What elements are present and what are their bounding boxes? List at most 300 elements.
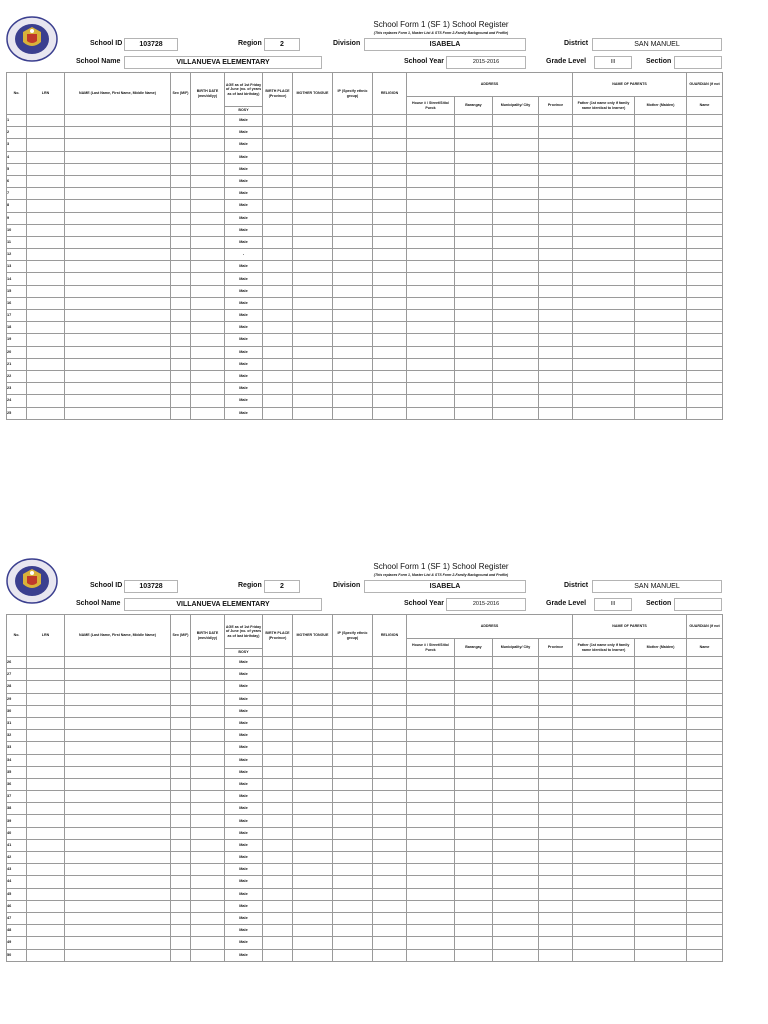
table-cell[interactable] <box>687 876 723 888</box>
table-cell[interactable] <box>635 212 687 224</box>
table-cell[interactable] <box>293 949 333 961</box>
table-cell[interactable] <box>539 754 573 766</box>
table-cell[interactable] <box>455 742 493 754</box>
table-cell[interactable] <box>293 163 333 175</box>
sex-cell[interactable]: Male <box>225 803 263 815</box>
table-cell[interactable] <box>65 766 171 778</box>
table-cell[interactable] <box>191 900 225 912</box>
table-cell[interactable] <box>493 188 539 200</box>
table-cell[interactable] <box>293 925 333 937</box>
table-cell[interactable] <box>27 407 65 419</box>
table-cell[interactable] <box>171 681 191 693</box>
table-cell[interactable] <box>573 900 635 912</box>
table-cell[interactable] <box>687 730 723 742</box>
table-cell[interactable] <box>373 705 407 717</box>
table-cell[interactable] <box>27 778 65 790</box>
table-cell[interactable] <box>171 730 191 742</box>
district-field[interactable]: SAN MANUEL <box>592 38 722 51</box>
table-cell[interactable] <box>407 310 455 322</box>
table-cell[interactable] <box>635 395 687 407</box>
table-cell[interactable] <box>333 236 373 248</box>
table-cell[interactable] <box>293 249 333 261</box>
table-cell[interactable] <box>687 754 723 766</box>
region-field[interactable]: 2 <box>264 580 300 593</box>
table-cell[interactable] <box>27 212 65 224</box>
table-cell[interactable] <box>373 717 407 729</box>
table-cell[interactable] <box>573 876 635 888</box>
table-cell[interactable] <box>539 383 573 395</box>
table-cell[interactable] <box>539 742 573 754</box>
table-cell[interactable] <box>493 249 539 261</box>
table-cell[interactable] <box>635 681 687 693</box>
table-cell[interactable] <box>263 900 293 912</box>
table-cell[interactable] <box>65 778 171 790</box>
table-cell[interactable] <box>407 912 455 924</box>
table-cell[interactable] <box>171 261 191 273</box>
table-cell[interactable] <box>293 900 333 912</box>
sex-cell[interactable]: Male <box>225 151 263 163</box>
table-cell[interactable] <box>27 657 65 669</box>
table-cell[interactable] <box>373 742 407 754</box>
table-cell[interactable] <box>539 200 573 212</box>
table-cell[interactable] <box>27 888 65 900</box>
table-cell[interactable] <box>191 285 225 297</box>
sex-cell[interactable]: Male <box>225 681 263 693</box>
table-cell[interactable] <box>27 224 65 236</box>
table-cell[interactable] <box>373 730 407 742</box>
table-cell[interactable] <box>191 383 225 395</box>
table-cell[interactable] <box>333 876 373 888</box>
table-cell[interactable] <box>191 188 225 200</box>
table-cell[interactable] <box>373 370 407 382</box>
table-cell[interactable] <box>493 151 539 163</box>
table-cell[interactable] <box>191 151 225 163</box>
table-cell[interactable] <box>27 261 65 273</box>
table-cell[interactable] <box>191 236 225 248</box>
table-cell[interactable] <box>573 791 635 803</box>
table-cell[interactable] <box>191 742 225 754</box>
table-cell[interactable] <box>493 115 539 127</box>
table-cell[interactable] <box>573 358 635 370</box>
table-cell[interactable] <box>65 742 171 754</box>
table-cell[interactable] <box>407 925 455 937</box>
table-cell[interactable] <box>493 395 539 407</box>
table-cell[interactable] <box>27 876 65 888</box>
table-cell[interactable] <box>373 888 407 900</box>
table-cell[interactable] <box>407 175 455 187</box>
table-cell[interactable] <box>687 888 723 900</box>
table-cell[interactable] <box>407 742 455 754</box>
table-cell[interactable] <box>65 310 171 322</box>
table-cell[interactable] <box>573 334 635 346</box>
table-cell[interactable] <box>407 876 455 888</box>
table-cell[interactable] <box>263 163 293 175</box>
table-cell[interactable] <box>263 249 293 261</box>
table-cell[interactable] <box>333 937 373 949</box>
table-cell[interactable] <box>493 358 539 370</box>
table-cell[interactable] <box>171 297 191 309</box>
table-cell[interactable] <box>635 657 687 669</box>
table-cell[interactable] <box>687 383 723 395</box>
table-cell[interactable] <box>539 900 573 912</box>
school-name-field[interactable]: VILLANUEVA ELEMENTARY <box>124 56 322 69</box>
table-cell[interactable] <box>687 297 723 309</box>
table-cell[interactable] <box>455 949 493 961</box>
table-cell[interactable] <box>333 310 373 322</box>
table-cell[interactable] <box>373 310 407 322</box>
table-cell[interactable] <box>293 852 333 864</box>
table-cell[interactable] <box>573 310 635 322</box>
table-cell[interactable] <box>687 852 723 864</box>
table-cell[interactable] <box>493 937 539 949</box>
table-cell[interactable] <box>539 705 573 717</box>
table-cell[interactable] <box>407 803 455 815</box>
table-cell[interactable] <box>333 888 373 900</box>
table-cell[interactable] <box>171 937 191 949</box>
table-cell[interactable] <box>687 236 723 248</box>
table-cell[interactable] <box>635 766 687 778</box>
table-cell[interactable] <box>373 754 407 766</box>
table-cell[interactable] <box>455 358 493 370</box>
table-cell[interactable] <box>407 864 455 876</box>
table-cell[interactable] <box>493 657 539 669</box>
table-cell[interactable] <box>573 949 635 961</box>
table-cell[interactable] <box>263 888 293 900</box>
table-cell[interactable] <box>635 383 687 395</box>
table-cell[interactable] <box>635 754 687 766</box>
division-field[interactable]: ISABELA <box>364 580 526 593</box>
table-cell[interactable] <box>263 876 293 888</box>
table-cell[interactable] <box>333 669 373 681</box>
table-cell[interactable] <box>191 827 225 839</box>
table-cell[interactable] <box>171 249 191 261</box>
table-cell[interactable] <box>573 127 635 139</box>
table-cell[interactable] <box>373 864 407 876</box>
table-cell[interactable] <box>293 188 333 200</box>
table-cell[interactable] <box>263 285 293 297</box>
table-cell[interactable] <box>539 297 573 309</box>
table-cell[interactable] <box>539 151 573 163</box>
table-cell[interactable] <box>293 358 333 370</box>
sex-cell[interactable]: Male <box>225 310 263 322</box>
table-cell[interactable] <box>407 407 455 419</box>
table-cell[interactable] <box>333 175 373 187</box>
table-cell[interactable] <box>455 224 493 236</box>
table-cell[interactable] <box>493 407 539 419</box>
table-cell[interactable] <box>635 322 687 334</box>
table-cell[interactable] <box>539 839 573 851</box>
table-cell[interactable] <box>455 900 493 912</box>
table-cell[interactable] <box>293 175 333 187</box>
table-cell[interactable] <box>293 236 333 248</box>
table-cell[interactable] <box>493 681 539 693</box>
table-cell[interactable] <box>171 657 191 669</box>
table-cell[interactable] <box>293 139 333 151</box>
table-cell[interactable] <box>539 285 573 297</box>
table-cell[interactable] <box>373 151 407 163</box>
table-cell[interactable] <box>191 358 225 370</box>
table-cell[interactable] <box>333 151 373 163</box>
table-cell[interactable] <box>687 188 723 200</box>
table-cell[interactable] <box>333 297 373 309</box>
table-cell[interactable] <box>191 334 225 346</box>
table-cell[interactable] <box>293 717 333 729</box>
table-cell[interactable] <box>333 693 373 705</box>
table-cell[interactable] <box>455 310 493 322</box>
table-cell[interactable] <box>687 669 723 681</box>
table-cell[interactable] <box>687 778 723 790</box>
table-cell[interactable] <box>293 273 333 285</box>
table-cell[interactable] <box>493 815 539 827</box>
table-cell[interactable] <box>373 407 407 419</box>
sex-cell[interactable]: Male <box>225 115 263 127</box>
table-cell[interactable] <box>293 346 333 358</box>
table-cell[interactable] <box>171 669 191 681</box>
table-cell[interactable] <box>493 310 539 322</box>
table-cell[interactable] <box>27 334 65 346</box>
table-cell[interactable] <box>635 297 687 309</box>
table-cell[interactable] <box>333 188 373 200</box>
table-cell[interactable] <box>293 395 333 407</box>
table-cell[interactable] <box>687 839 723 851</box>
table-cell[interactable] <box>171 224 191 236</box>
table-cell[interactable] <box>573 395 635 407</box>
table-cell[interactable] <box>171 864 191 876</box>
table-cell[interactable] <box>373 766 407 778</box>
table-cell[interactable] <box>293 742 333 754</box>
table-cell[interactable] <box>455 681 493 693</box>
table-cell[interactable] <box>539 803 573 815</box>
table-cell[interactable] <box>27 358 65 370</box>
table-cell[interactable] <box>455 669 493 681</box>
table-cell[interactable] <box>65 791 171 803</box>
table-cell[interactable] <box>65 224 171 236</box>
section-field[interactable] <box>674 598 722 611</box>
table-cell[interactable] <box>65 334 171 346</box>
table-cell[interactable] <box>407 888 455 900</box>
table-cell[interactable] <box>539 864 573 876</box>
table-cell[interactable] <box>263 358 293 370</box>
table-cell[interactable] <box>455 370 493 382</box>
sex-cell[interactable]: Male <box>225 864 263 876</box>
table-cell[interactable] <box>65 925 171 937</box>
sex-cell[interactable]: Male <box>225 370 263 382</box>
table-cell[interactable] <box>407 224 455 236</box>
table-cell[interactable] <box>191 407 225 419</box>
table-cell[interactable] <box>407 754 455 766</box>
table-cell[interactable] <box>635 900 687 912</box>
table-cell[interactable] <box>635 261 687 273</box>
table-cell[interactable] <box>333 949 373 961</box>
table-cell[interactable] <box>263 791 293 803</box>
table-cell[interactable] <box>539 407 573 419</box>
table-cell[interactable] <box>407 127 455 139</box>
table-cell[interactable] <box>333 766 373 778</box>
table-cell[interactable] <box>373 827 407 839</box>
table-cell[interactable] <box>263 139 293 151</box>
table-cell[interactable] <box>373 803 407 815</box>
table-cell[interactable] <box>455 717 493 729</box>
table-cell[interactable] <box>191 693 225 705</box>
table-cell[interactable] <box>573 188 635 200</box>
table-cell[interactable] <box>191 139 225 151</box>
table-cell[interactable] <box>171 236 191 248</box>
table-cell[interactable] <box>635 273 687 285</box>
table-cell[interactable] <box>333 200 373 212</box>
table-cell[interactable] <box>263 681 293 693</box>
table-cell[interactable] <box>539 273 573 285</box>
table-cell[interactable] <box>635 285 687 297</box>
table-cell[interactable] <box>333 139 373 151</box>
table-cell[interactable] <box>293 864 333 876</box>
table-cell[interactable] <box>65 717 171 729</box>
table-cell[interactable] <box>373 839 407 851</box>
table-cell[interactable] <box>65 200 171 212</box>
table-cell[interactable] <box>373 212 407 224</box>
sex-cell[interactable]: Male <box>225 669 263 681</box>
table-cell[interactable] <box>407 285 455 297</box>
table-cell[interactable] <box>373 925 407 937</box>
table-cell[interactable] <box>573 224 635 236</box>
table-cell[interactable] <box>539 827 573 839</box>
school-id-field[interactable]: 103728 <box>124 38 178 51</box>
table-cell[interactable] <box>687 912 723 924</box>
table-cell[interactable] <box>407 705 455 717</box>
table-cell[interactable] <box>263 912 293 924</box>
table-cell[interactable] <box>407 297 455 309</box>
table-cell[interactable] <box>171 115 191 127</box>
table-cell[interactable] <box>407 815 455 827</box>
table-cell[interactable] <box>687 657 723 669</box>
table-cell[interactable] <box>65 297 171 309</box>
sex-cell[interactable]: Male <box>225 815 263 827</box>
table-cell[interactable] <box>635 669 687 681</box>
table-cell[interactable] <box>407 395 455 407</box>
table-cell[interactable] <box>373 358 407 370</box>
table-cell[interactable] <box>635 310 687 322</box>
table-cell[interactable] <box>455 693 493 705</box>
table-cell[interactable] <box>191 310 225 322</box>
sex-cell[interactable]: Male <box>225 407 263 419</box>
table-cell[interactable] <box>65 151 171 163</box>
sex-cell[interactable]: Male <box>225 693 263 705</box>
table-cell[interactable] <box>687 864 723 876</box>
sex-cell[interactable]: Male <box>225 657 263 669</box>
table-cell[interactable] <box>191 754 225 766</box>
table-cell[interactable] <box>263 864 293 876</box>
table-cell[interactable] <box>687 175 723 187</box>
table-cell[interactable] <box>171 395 191 407</box>
table-cell[interactable] <box>687 139 723 151</box>
table-cell[interactable] <box>333 657 373 669</box>
table-cell[interactable] <box>191 163 225 175</box>
table-cell[interactable] <box>191 681 225 693</box>
table-cell[interactable] <box>573 383 635 395</box>
table-cell[interactable] <box>171 693 191 705</box>
table-cell[interactable] <box>573 937 635 949</box>
table-cell[interactable] <box>333 852 373 864</box>
table-cell[interactable] <box>407 900 455 912</box>
sex-cell[interactable]: Male <box>225 876 263 888</box>
table-cell[interactable] <box>65 754 171 766</box>
table-cell[interactable] <box>373 778 407 790</box>
table-cell[interactable] <box>373 900 407 912</box>
sex-cell[interactable]: Male <box>225 334 263 346</box>
table-cell[interactable] <box>493 346 539 358</box>
table-cell[interactable] <box>263 693 293 705</box>
table-cell[interactable] <box>539 693 573 705</box>
table-cell[interactable] <box>171 766 191 778</box>
table-cell[interactable] <box>493 778 539 790</box>
table-cell[interactable] <box>333 163 373 175</box>
table-cell[interactable] <box>493 876 539 888</box>
table-cell[interactable] <box>493 175 539 187</box>
table-cell[interactable] <box>263 395 293 407</box>
table-cell[interactable] <box>493 839 539 851</box>
table-cell[interactable] <box>635 705 687 717</box>
table-cell[interactable] <box>171 888 191 900</box>
table-cell[interactable] <box>27 803 65 815</box>
table-cell[interactable] <box>635 827 687 839</box>
sex-cell[interactable]: Male <box>225 175 263 187</box>
table-cell[interactable] <box>191 766 225 778</box>
table-cell[interactable] <box>539 346 573 358</box>
table-cell[interactable] <box>373 115 407 127</box>
table-cell[interactable] <box>407 139 455 151</box>
table-cell[interactable] <box>493 705 539 717</box>
table-cell[interactable] <box>539 681 573 693</box>
table-cell[interactable] <box>407 839 455 851</box>
table-cell[interactable] <box>539 395 573 407</box>
table-cell[interactable] <box>687 212 723 224</box>
table-cell[interactable] <box>455 115 493 127</box>
table-cell[interactable] <box>493 212 539 224</box>
table-cell[interactable] <box>687 681 723 693</box>
table-cell[interactable] <box>407 657 455 669</box>
table-cell[interactable] <box>191 815 225 827</box>
table-cell[interactable] <box>333 681 373 693</box>
sex-cell[interactable]: Male <box>225 827 263 839</box>
table-cell[interactable] <box>455 249 493 261</box>
table-cell[interactable] <box>687 334 723 346</box>
table-cell[interactable] <box>171 175 191 187</box>
table-cell[interactable] <box>687 705 723 717</box>
table-cell[interactable] <box>293 778 333 790</box>
table-cell[interactable] <box>455 261 493 273</box>
table-cell[interactable] <box>27 669 65 681</box>
table-cell[interactable] <box>27 864 65 876</box>
table-cell[interactable] <box>333 115 373 127</box>
table-cell[interactable] <box>539 766 573 778</box>
table-cell[interactable] <box>539 334 573 346</box>
table-cell[interactable] <box>373 175 407 187</box>
table-cell[interactable] <box>171 705 191 717</box>
table-cell[interactable] <box>171 912 191 924</box>
table-cell[interactable] <box>333 285 373 297</box>
table-cell[interactable] <box>539 163 573 175</box>
table-cell[interactable] <box>573 297 635 309</box>
table-cell[interactable] <box>27 925 65 937</box>
table-cell[interactable] <box>573 730 635 742</box>
table-cell[interactable] <box>455 888 493 900</box>
table-cell[interactable] <box>407 322 455 334</box>
table-cell[interactable] <box>65 236 171 248</box>
table-cell[interactable] <box>263 115 293 127</box>
table-cell[interactable] <box>373 657 407 669</box>
table-cell[interactable] <box>573 681 635 693</box>
table-cell[interactable] <box>687 163 723 175</box>
table-cell[interactable] <box>687 803 723 815</box>
